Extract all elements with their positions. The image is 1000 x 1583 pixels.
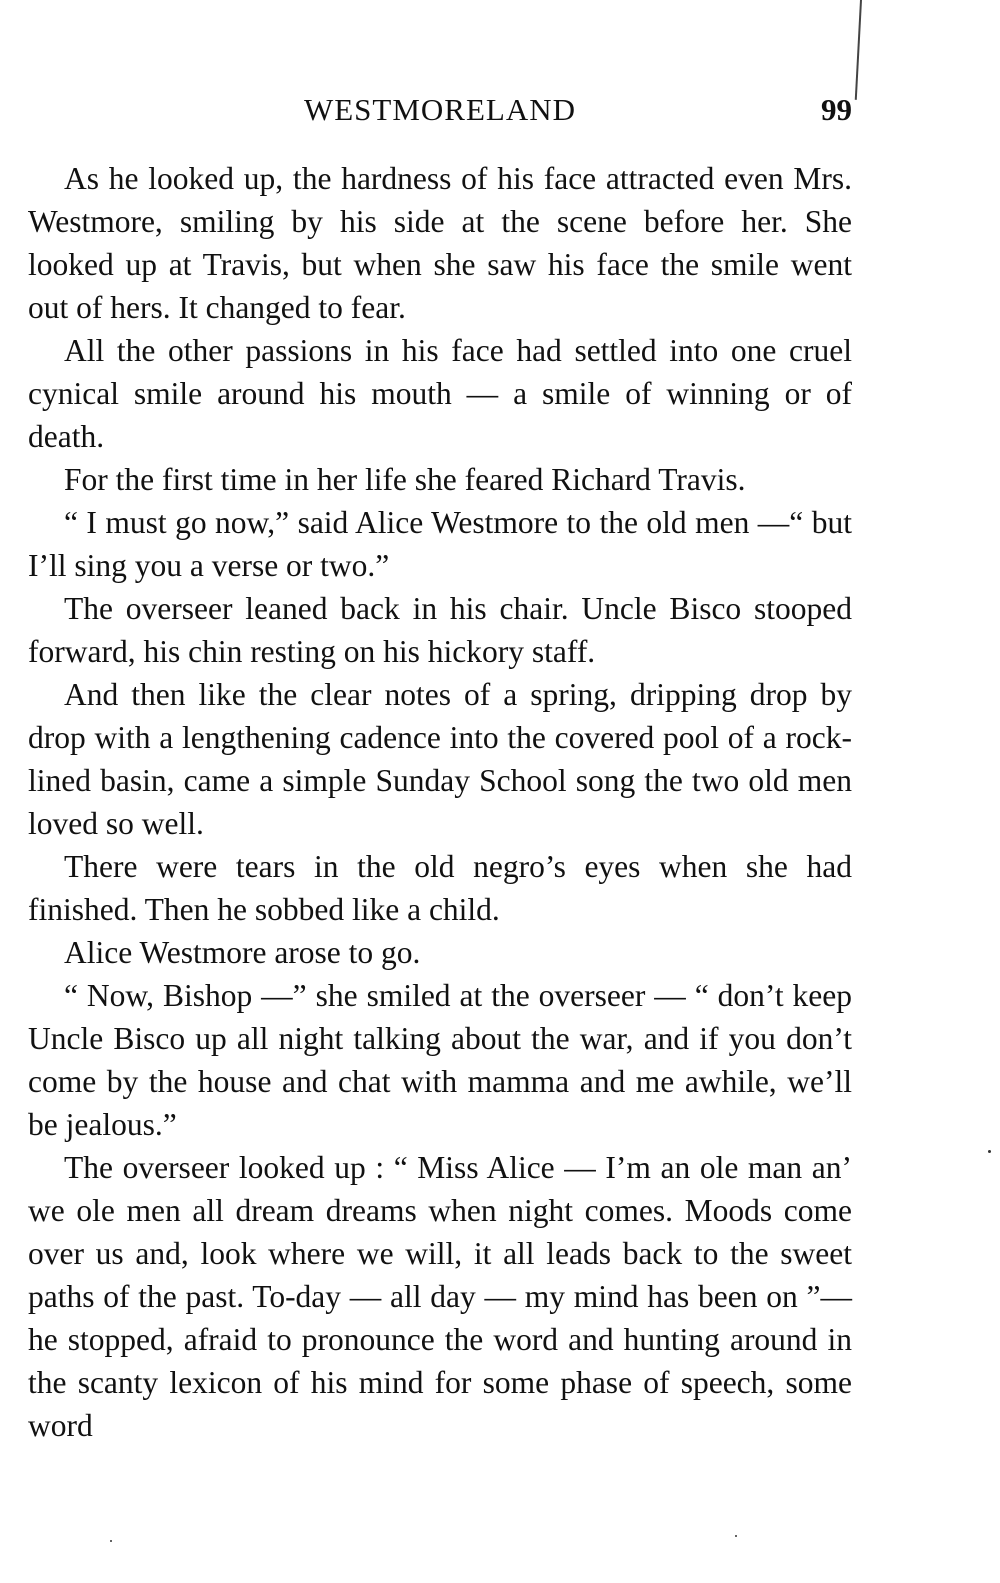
- paragraph: “ I must go now,” said Alice Westmore to the old men —“ but I’ll sing you a verse or two.”: [28, 505, 852, 583]
- paragraph: As he looked up, the hardness of his face attracted even Mrs. Westmore, smiling by his side at the scene before her. She looked up at Travis, but when she saw his face the smile went out of hers. It changed to fear.: [28, 161, 852, 325]
- paragraph: For the first time in her life she feared Richard Travis.: [64, 462, 746, 497]
- page-header: [28, 92, 852, 136]
- scan-speck: [988, 1150, 991, 1153]
- paragraph: “ Now, Bishop —” she smiled at the overseer — “ don’t keep Uncle Bisco up all night talking about the war, and if you don’t come by the house and chat with mamma and me awhile, we’ll be jealous.”: [28, 978, 852, 1142]
- running-head: WESTMORELAND: [303, 92, 577, 127]
- paragraph: There were tears in the old negro’s eyes when she had finished. Then he sobbed like a child.: [28, 849, 852, 927]
- paragraph: And then like the clear notes of a spring, dripping drop by drop with a lengthening cadence into the covered pool of a rock-lined basin, came a simple Sunday School song the two old men loved so well.: [28, 677, 852, 841]
- paragraph: All the other passions in his face had settled into one cruel cynical smile around his mouth — a smile of winning or of death.: [28, 333, 852, 454]
- scan-speck: [110, 1540, 112, 1542]
- page-number: 99: [821, 92, 852, 127]
- scan-speck: [735, 1535, 737, 1537]
- paragraph: The overseer looked up : “ Miss Alice — I’m an ole man an’ we ole men all dream dreams when night comes. Moods come over us and, look where we will, it all leads back to the sweet paths of the past. To-day — all day — my mind has been on ”— he stopped, afraid to pronounce the word and hunting around in the scanty lexicon of his mind for some phase of speech, some word: [28, 1150, 852, 1443]
- paragraph: The overseer leaned back in his chair. Uncle Bisco stooped forward, his chin resting on his hickory staff.: [28, 591, 852, 669]
- body-text: [28, 157, 852, 1447]
- scan-artifact-line: [855, 0, 862, 100]
- paragraph: Alice Westmore arose to go.: [64, 935, 421, 970]
